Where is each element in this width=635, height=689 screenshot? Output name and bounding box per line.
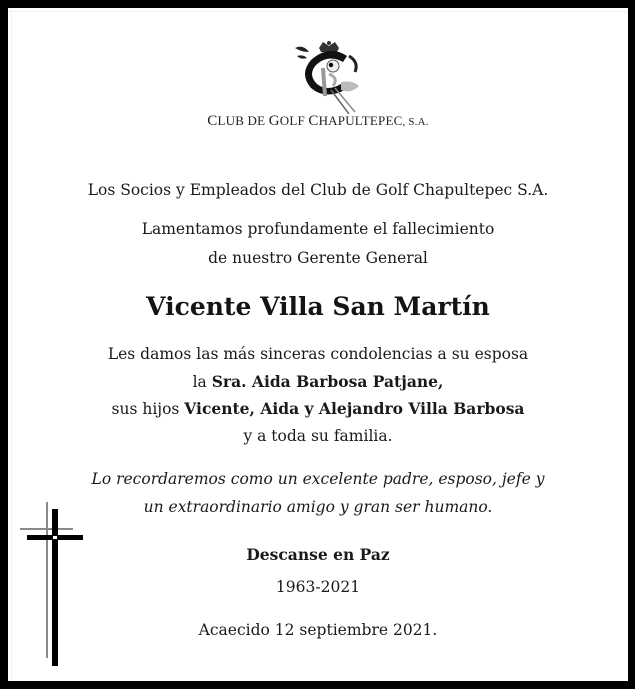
condolences-text: sus hijos	[111, 400, 185, 418]
life-years: 1963-2021	[275, 578, 361, 596]
deceased-name: Vicente Villa San Martín	[146, 292, 490, 321]
condolences-line	[8, 399, 628, 418]
from-line: Los Socios y Empleados del Club de Golf Chapultepec S.A.	[87, 181, 549, 199]
inner-frame-line	[8, 11, 628, 12]
club-logo-icon	[289, 34, 369, 114]
club-name-part: HAPULTEPEC	[318, 113, 403, 128]
condolences-text: la	[192, 373, 212, 391]
lament-line: de nuestro Gerente General	[208, 249, 428, 267]
club-name-suffix: , S.A.	[402, 116, 429, 128]
date-of-death: Acaecido 12 septiembre 2021.	[198, 621, 438, 639]
cross-intersection	[53, 536, 57, 539]
club-name-part: OLF	[279, 113, 309, 128]
condolences-line	[8, 372, 628, 391]
club-name-initial: C	[308, 113, 319, 129]
condolences-line: y a toda su familia.	[243, 427, 393, 445]
memory-line: un extraordinario amigo y gran ser humano.	[143, 498, 493, 516]
spouse-name: Sra. Aida Barbosa Patjane,	[211, 372, 444, 391]
lament-line: Lamentamos profundamente el fallecimiento	[141, 220, 495, 238]
club-name-initial: G	[268, 113, 280, 129]
cross-shadow-horizontal	[20, 528, 73, 530]
club-name-part: LUB DE	[217, 113, 269, 128]
cross-horizontal	[27, 535, 83, 540]
obituary-card	[8, 8, 628, 681]
rest-in-peace: Descanse en Paz	[246, 545, 390, 564]
condolences-line: Les damos las más sinceras condolencias a su esposa	[107, 345, 529, 363]
children-names: Vicente, Aida y Alejandro Villa Barbosa	[184, 399, 525, 418]
club-name	[8, 113, 628, 130]
memory-line: Lo recordaremos como un excelente padre, esposo, jefe y	[91, 470, 545, 488]
club-name-initial: C	[207, 113, 218, 129]
